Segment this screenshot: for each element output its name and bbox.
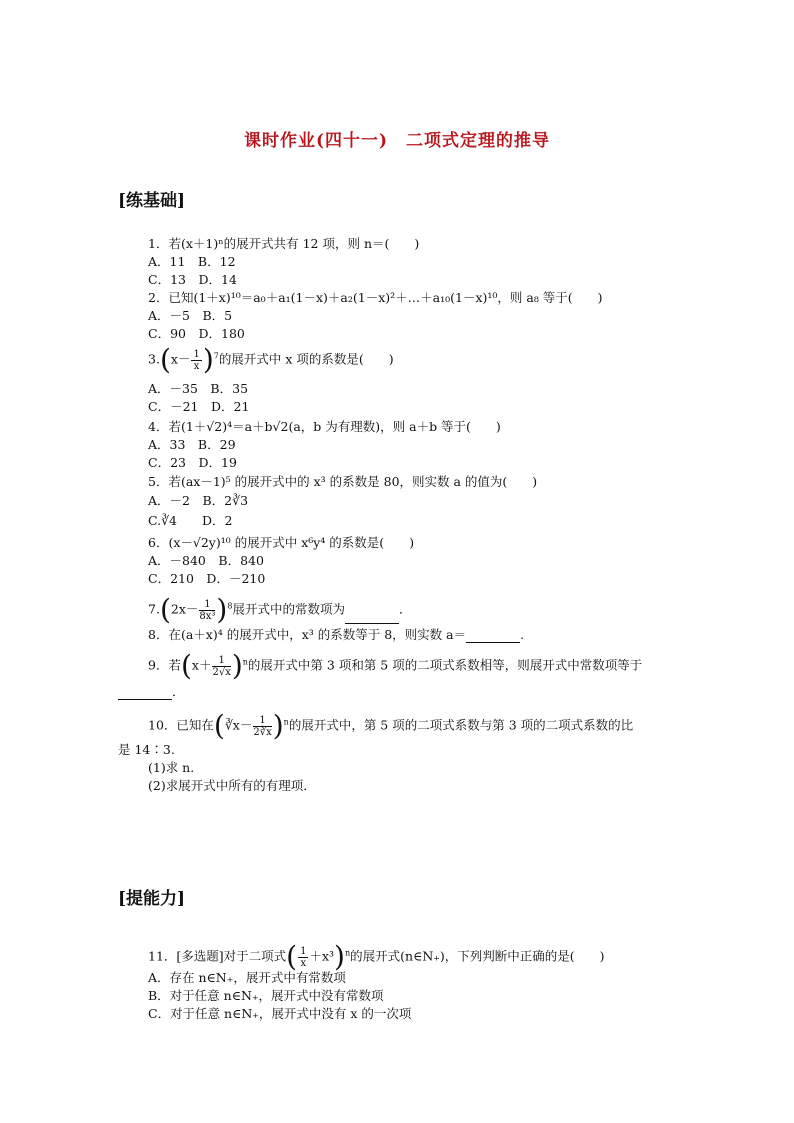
- question-9-continued: [118, 684, 185, 700]
- question-11-option-a: A．存在 n∈N₊，展开式中有常数项: [148, 970, 346, 985]
- question-1: 1．若(x＋1)ⁿ的展开式共有 12 项，则 n＝( ): [148, 236, 420, 251]
- paren-open: (: [159, 343, 171, 376]
- question-7: [148, 593, 412, 626]
- question-3-options-ab: A．－35 B．35: [148, 381, 249, 396]
- answer-blank[interactable]: [345, 612, 399, 624]
- fraction: [199, 599, 215, 622]
- question-2-options-cd: C．90 D．180: [148, 326, 245, 341]
- question-10-part-1: (1)求 n.: [148, 760, 195, 775]
- question-6: 6．(x－√2y)¹⁰ 的展开式中 x⁶y⁴ 的系数是( ): [148, 535, 415, 550]
- expression: x＋: [191, 657, 212, 673]
- expression: 2x－: [170, 601, 199, 617]
- fraction-numerator: 1: [300, 945, 307, 957]
- exponent: n: [242, 657, 248, 667]
- paren-close: ): [231, 649, 243, 682]
- question-number: 9．若: [148, 657, 181, 673]
- fraction-numerator: 1: [253, 715, 271, 727]
- question-4-options-ab: A．33 B．29: [148, 437, 236, 452]
- paren-close: ): [216, 593, 228, 626]
- fraction-denominator: x: [193, 360, 200, 372]
- expression: ∛x－: [224, 717, 253, 733]
- fraction-denominator: 2∛x: [253, 726, 272, 738]
- question-stem: 的展开式中 x 项的系数是( ): [218, 351, 394, 367]
- question-2-options-ab: A．－5 B．5: [148, 308, 233, 323]
- question-4-options-cd: C．23 D．19: [148, 455, 237, 470]
- question-number: 3.: [148, 351, 160, 367]
- fraction: [212, 655, 230, 678]
- answer-blank[interactable]: [118, 688, 172, 700]
- question-9: [148, 649, 643, 682]
- punctuation: ．: [398, 601, 412, 617]
- punctuation: .: [520, 627, 525, 642]
- question-3: [148, 343, 394, 376]
- question-1-options-ab: A．11 B．12: [148, 254, 236, 269]
- expression: x－: [170, 351, 191, 367]
- question-11-option-b: B．对于任意 n∈N₊，展开式中没有常数项: [148, 988, 384, 1003]
- fraction: [253, 715, 271, 738]
- question-10-continued: 是 14∶3.: [118, 742, 175, 757]
- question-5: 5．若(ax－1)⁵ 的展开式中的 x³ 的系数是 80，则实数 a 的值为( ): [148, 474, 538, 489]
- paren-open: (: [159, 593, 171, 626]
- section-heading-advanced: [提能力]: [118, 889, 186, 909]
- exponent: 7: [213, 351, 219, 361]
- answer-blank[interactable]: [466, 631, 520, 643]
- question-10: [148, 709, 634, 742]
- expression: ＋x³: [309, 948, 335, 964]
- paren-close: ): [272, 709, 284, 742]
- question-stem: 展开式中的常数项为: [232, 601, 345, 617]
- exponent: n: [344, 948, 351, 958]
- question-8: [148, 627, 524, 643]
- paren-close: ): [334, 940, 345, 973]
- question-3-options-cd: C．－21 D．21: [148, 399, 250, 414]
- fraction-numerator: 1: [193, 348, 200, 360]
- exponent: 8: [227, 601, 233, 611]
- question-stem: 的展开式中第 3 项和第 5 项的二项式系数相等，则展开式中常数项等于: [247, 657, 643, 673]
- question-10-part-2: (2)求展开式中所有的有理项．: [148, 778, 316, 793]
- page-title: 课时作业(四十一) 二项式定理的推导: [243, 131, 551, 151]
- paren-close: ): [202, 343, 214, 376]
- question-5-options-cd: C.∛4 D．2: [148, 513, 233, 528]
- question-2: 2．已知(1＋x)¹⁰＝a₀＋a₁(1－x)＋a₂(1－x)²＋…＋a₁₀(1－x)¹⁰，则 a₈ 等于( ): [148, 290, 603, 305]
- question-4: 4．若(1＋√2)⁴＝a＋b√2(a，b 为有理数)，则 a＋b 等于( ): [148, 419, 501, 434]
- fraction: [191, 349, 201, 372]
- question-6-options-cd: C．210 D．－210: [148, 571, 266, 586]
- question-6-options-ab: A．－840 B．840: [148, 553, 264, 568]
- punctuation: ．: [172, 684, 185, 699]
- paren-open: (: [180, 649, 192, 682]
- question-number: 11．[多选题]对于二项式: [148, 948, 287, 964]
- fraction-denominator: x: [300, 957, 307, 969]
- exponent: n: [283, 717, 289, 727]
- fraction: [298, 946, 308, 969]
- question-stem: 的展开式中，第 5 项的二项式系数与第 3 项的二项式系数的比: [288, 717, 634, 733]
- paren-open: (: [213, 709, 225, 742]
- fraction-denominator: 2√x: [212, 666, 231, 678]
- question-5-options-ab: A．－2 B．2∛3: [148, 493, 249, 508]
- fraction-numerator: 1: [212, 655, 230, 667]
- question-11-option-c: C．对于任意 n∈N₊，展开式中没有 x 的一次项: [148, 1006, 412, 1021]
- question-1-options-cd: C．13 D．14: [148, 272, 237, 287]
- fraction-denominator: 8x³: [199, 610, 216, 622]
- question-stem: 8．在(a＋x)⁴ 的展开式中，x³ 的系数等于 8，则实数 a＝: [148, 627, 467, 642]
- question-11: [148, 940, 605, 973]
- question-stem: 的展开式(n∈N₊)，下列判断中正确的是( ): [350, 948, 605, 964]
- paren-open: (: [286, 940, 298, 973]
- section-heading-basics: [练基础]: [118, 191, 186, 211]
- question-number: 7.: [148, 601, 160, 617]
- question-number: 10．已知在: [148, 717, 214, 733]
- fraction-numerator: 1: [199, 599, 215, 611]
